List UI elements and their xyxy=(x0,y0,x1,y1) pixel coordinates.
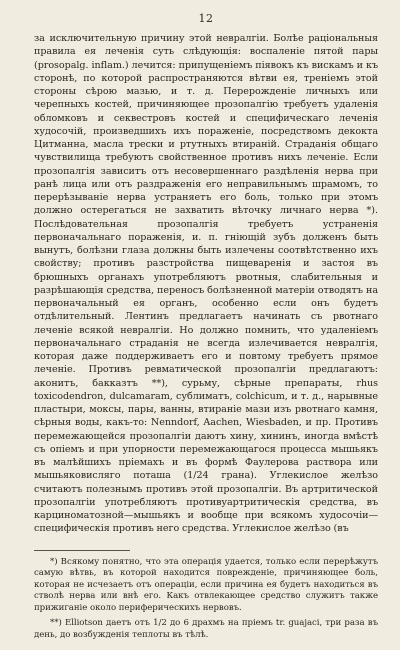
footnote-2: **) Elliotson даетъ отъ 1/2 до 6 драхмъ на пріемъ tr. guajaci, три раза въ день, до возбужденія теплоты въ тѣлѣ. xyxy=(34,618,378,641)
main-text: за исключительную причину этой невралгіи. Болѣе раціональныя правила ея леченія суть слѣдующія: воспаленіе пятой пары (prosopalg. inflam.) лечится: припущеніемъ піявокъ къ вискамъ и къ сторонѣ, по которой распространяются вѣтви ея, треніемъ этой стороны сѣрою мазью, и т. д. Перерожденіе личныхъ или черепныхъ костей, причиняющее прозопалгію требуетъ удаленія обломковъ и секвестровъ костей и специфическаго леченія худосочій, произведшихъ ихъ пораженіе, посредствомъ декокта Цитманна, масла трески и ртутныхъ втираній. Страданія общаго чувствилища требуютъ свойственное противъ нихъ леченіе. Если прозопалгія зависитъ отъ несовершеннаго раздѣленія нерва при ранѣ лица или отъ раздраженія его неправильнымъ шрамомъ, то перерѣзываніе нерва устраняетъ его боль, только при этомъ должно остерегаться не захватить вѣточку личнаго нерва *). Послѣдовательная прозопалгія требуетъ устраненія первоначальнаго пораженія, и. п. гніющій зубъ долженъ быть вынутъ, болѣзни глаза должны быть излечены соотвѣтственно ихъ свойству; противъ разстройства пищеваренія и застоя въ брюшныхъ органахъ употребляютъ рвотныя, слабительныя и разрѣшающія средства, переносъ болѣзненной матеріи отводятъ на первоначальный ея органъ, особенно если онъ будетъ отдѣлительный. Лентинъ предлагаетъ начинать съ рвотнаго леченіе всякой невралгіи. Но должно помнить, что удаленіемъ первоначальнаго страданія не всегда излечивается невралгія, которая даже поддерживаетъ его и повтому требуетъ прямое леченіе. Противъ ревматической прозопалгіи предлагаютъ: аконитъ, бакказтъ **), сурьму, сѣрные препараты, rhus toxicodendron, dulcamaram, сублиматъ, colchicum, и т. д., нарывные пластыри, моксы, пары, ванны, втираніе мази изъ рвотнаго камня, сѣрныя воды, какъ-то: Nenndorf, Aachen, Wiesbaden, и пр. Противъ перемежающейся прозопалгіи даютъ хину, хининъ, иногда вмѣстѣ съ опіемъ и при упорности перемежающагося процесса мышьякъ въ малѣйшихъ пріемахъ и въ формѣ Фаулерова раствора или мышьяковисляго поташа (1/24 грана). Углекислое желѣзо считаютъ полезнымъ противъ этой прозопалгіи. Въ артритической прозопалгіи употребляютъ противуартритическія средства, въ карциноматозной—мышьякъ и вообще при всякомъ худосочіи—специфическія противъ него средства. Углекислое желѣзо (въ xyxy=(34,33,378,535)
page-number: 12 xyxy=(198,12,214,25)
footnote-1: *) Всякому понятно, что эта операція удается, только если перерѣжутъ самую вѣтвь, въ которой находится поврежденіе, причиняющее боль, которая не исчезаетъ отъ операціи, если причина ея будетъ находиться въ стволѣ нерва или внѣ его. Какъ отвлекающее средство служитъ также прижиганіе около периферическихъ нервовъ. xyxy=(34,556,378,613)
footnote-divider xyxy=(34,550,130,551)
